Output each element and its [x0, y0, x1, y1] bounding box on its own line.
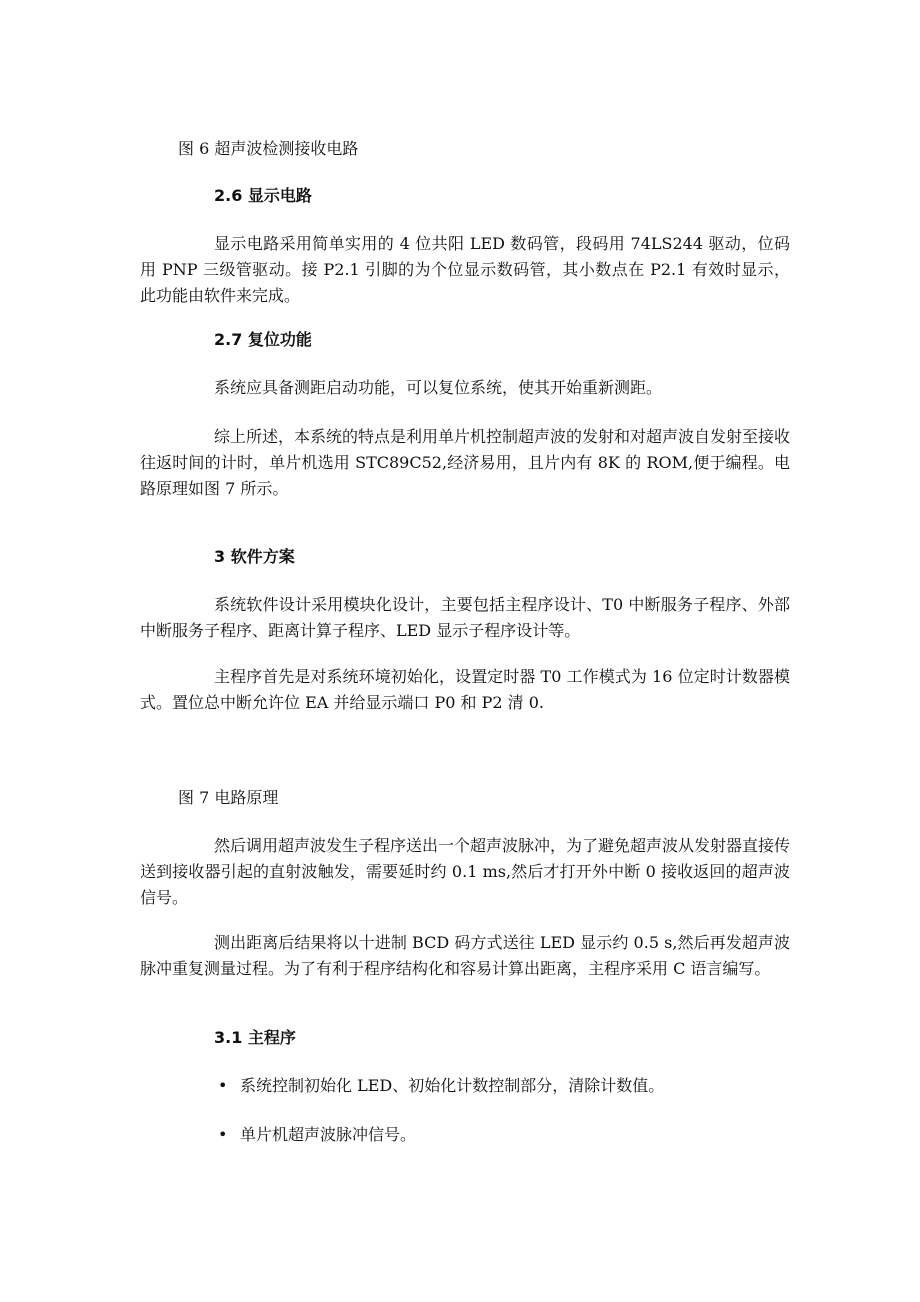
bullet-symbol: •: [218, 1125, 228, 1144]
section-2-7-paragraph: 系统应具备测距启动功能，可以复位系统，使其开始重新测距。: [214, 378, 663, 397]
section-3-paragraph-modules: 系统软件设计采用模块化设计，主要包括主程序设计、T0 中断服务子程序、外部中断服务子程序、距离计算子程序、LED 显示子程序设计等。: [140, 595, 790, 640]
bullet-text: 单片机超声波脉冲信号。: [240, 1125, 417, 1144]
section-2-6-paragraph: 显示电路采用简单实用的 4 位共阳 LED 数码管，段码用 74LS244 驱动，位码用 PNP 三级管驱动。接 P2.1 引脚的为个位显示数码管，其小数点在 P2.1 有效时显示，此功能由软件来完成。: [140, 234, 790, 305]
section-3-1-heading: 3.1 主程序: [214, 1028, 296, 1047]
section-3-heading: 3 软件方案: [214, 547, 295, 566]
section-2-7-heading: 2.7 复位功能: [214, 330, 312, 349]
bullet-item-init: [218, 1073, 778, 1099]
bullet-symbol: •: [218, 1076, 228, 1095]
figure-6-caption: 图 6 超声波检测接收电路: [178, 139, 359, 158]
section-2-6-heading: 2.6 显示电路: [214, 186, 312, 205]
summary-paragraph: 综上所述，本系统的特点是利用单片机控制超声波的发射和对超声波自发射至接收往返时间的计时，单片机选用 STC89C52,经济易用，且片内有 8K 的 ROM,便于编程。电路原理如图 7 所示。: [140, 427, 791, 498]
section-3-paragraph-display: 测出距离后结果将以十进制 BCD 码方式送往 LED 显示约 0.5 s,然后再发超声波脉冲重复测量过程。为了有利于程序结构化和容易计算出距离，主程序采用 C 语言编写。: [140, 933, 790, 978]
figure-7-caption: 图 7 电路原理: [178, 788, 279, 807]
section-3-paragraph-pulse: 然后调用超声波发生子程序送出一个超声波脉冲，为了避免超声波从发射器直接传送到接收器引起的直射波触发，需要延时约 0.1 ms,然后才打开外中断 0 接收返回的超声波信号。: [140, 836, 791, 907]
bullet-item-pulse: [218, 1122, 778, 1148]
section-3-paragraph-init: 主程序首先是对系统环境初始化，设置定时器 T0 工作模式为 16 位定时计数器模式。置位总中断允许位 EA 并给显示端口 P0 和 P2 清 0.: [140, 667, 790, 712]
bullet-text: 系统控制初始化 LED、初始化计数控制部分，清除计数值。: [240, 1076, 665, 1095]
